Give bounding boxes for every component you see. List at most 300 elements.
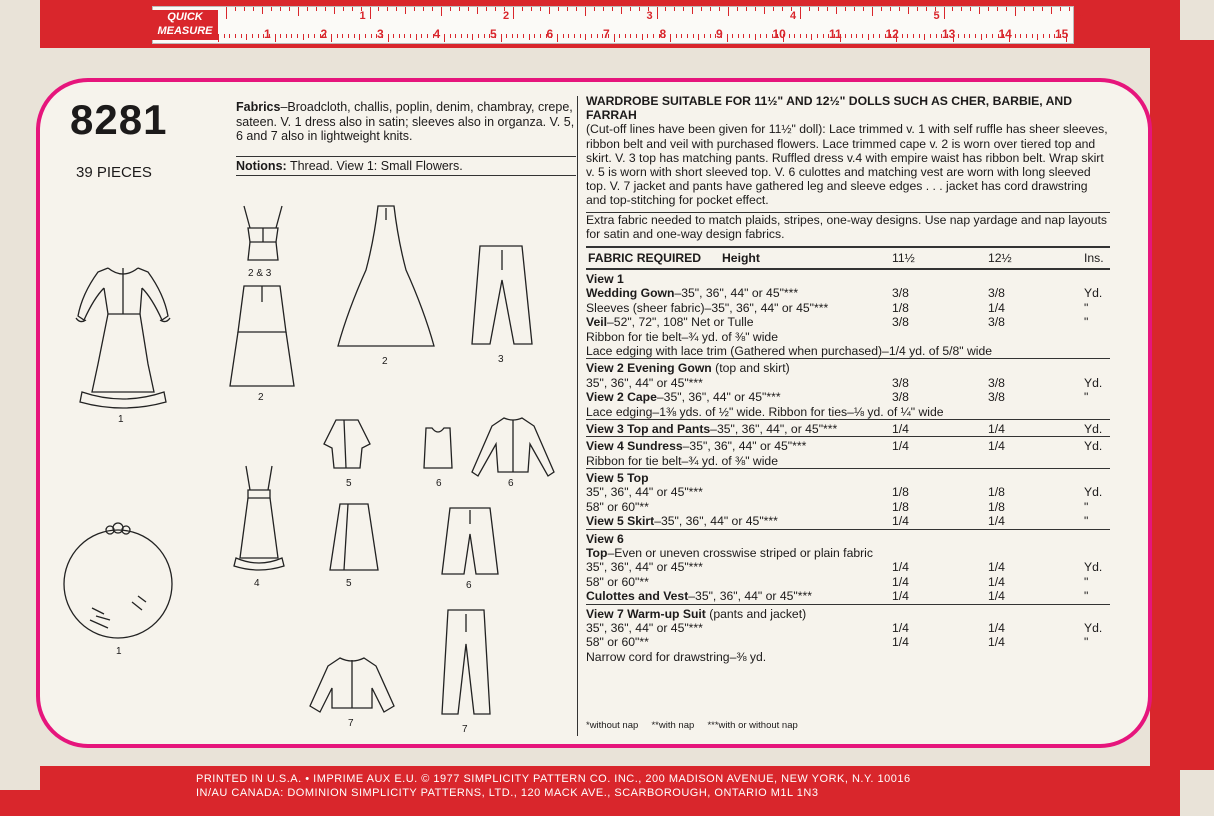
ruler-tick <box>597 34 598 38</box>
ruler-inch-tick <box>450 7 451 11</box>
cell-12: 1/4 <box>988 560 1005 575</box>
ruler-tick <box>484 34 485 38</box>
ruler-inch-tick <box>926 7 927 11</box>
ruler-inch-tick <box>280 7 281 11</box>
view5-skirt-illustration <box>326 500 382 574</box>
ruler-inch-tick <box>997 7 998 11</box>
caption-view: 6 <box>436 478 442 489</box>
view5-top-illustration <box>322 414 372 474</box>
ruler-inch-tick <box>235 7 236 11</box>
ruler-cm-number: 7 <box>603 27 610 41</box>
row-label: View 1 <box>586 272 624 286</box>
ruler-cm-number: 6 <box>546 27 554 41</box>
ruler-inch-tick <box>271 7 272 11</box>
table-row <box>586 546 1110 560</box>
row-label: 35", 36", 44" or 45"*** <box>586 620 703 635</box>
cell-unit: Yd. <box>1084 421 1103 436</box>
ruler-tick <box>681 34 682 38</box>
ruler-cm-number: 2 <box>320 27 328 41</box>
ruler-tick <box>964 34 965 38</box>
fabric-table <box>586 246 1110 664</box>
ruler-inch-tick <box>1006 7 1007 11</box>
ruler-inch-number: 5 <box>933 10 940 22</box>
ruler-inch-tick <box>432 7 433 11</box>
table-row <box>586 468 1110 485</box>
ruler-tick <box>275 34 276 42</box>
ruler-tick <box>642 34 643 40</box>
ruler-inch-tick <box>908 7 909 14</box>
view4-sundress-illustration <box>226 462 292 572</box>
ruler-tick <box>404 34 405 38</box>
ruler-tick <box>1026 34 1027 38</box>
table-row <box>586 529 1110 546</box>
cell-12: 1/4 <box>988 421 1005 436</box>
row-label: Veil <box>586 315 608 330</box>
view7-pants-illustration <box>436 604 496 724</box>
ruler-tick <box>331 34 332 42</box>
notions-body: Thread. View 1: Small Flowers. <box>289 159 463 173</box>
view3-pants-illustration <box>466 240 538 350</box>
fabric-required-header: FABRIC REQUIRED <box>588 251 702 265</box>
ruler-tick <box>670 34 671 42</box>
ruler-inch-tick <box>917 7 918 11</box>
ruler-tick <box>286 34 287 38</box>
ruler-inch-tick <box>1042 7 1043 11</box>
ruler-tick <box>647 34 648 38</box>
cell-unit: " <box>1084 574 1089 589</box>
view6-vest-illustration <box>420 424 456 474</box>
ruler-inch-tick <box>603 7 604 11</box>
ruler-inch-tick <box>630 7 631 11</box>
fabrics-text <box>236 100 576 144</box>
cell-12: 1/4 <box>988 620 1005 635</box>
ruler-tick <box>399 34 400 38</box>
ruler-inch-tick <box>226 7 227 19</box>
caption-view: 6 <box>466 580 472 591</box>
ruler-inch-tick <box>719 7 720 11</box>
ruler-inch-number: 4 <box>790 10 797 22</box>
ruler-tick <box>727 34 728 42</box>
ruler-inch-tick <box>370 7 371 19</box>
pieces-count: 39 PIECES <box>76 164 152 181</box>
row-label: View 5 Top <box>586 471 649 486</box>
ruler-tick <box>365 34 366 38</box>
ruler-inch-tick <box>576 7 577 11</box>
ruler-tick <box>359 34 360 40</box>
ruler-tick <box>902 34 903 38</box>
ruler-inch-tick <box>343 7 344 11</box>
cell-12: 3/8 <box>988 315 1005 330</box>
cell-12: 1/8 <box>988 485 1005 500</box>
cell-11: 1/4 <box>892 574 909 589</box>
ruler-tick <box>760 34 761 38</box>
row-label: 35", 36", 44" or 45"*** <box>586 485 703 500</box>
cell-11: 1/4 <box>892 589 909 604</box>
row-text: –35", 36", 44" or 45"*** <box>674 286 799 301</box>
ruler-inch-tick <box>459 7 460 11</box>
row-text: (top and skirt) <box>711 361 790 376</box>
table-row <box>586 286 1110 300</box>
fabric-table-header <box>586 246 1110 269</box>
ruler-inch-tick <box>800 7 801 19</box>
right-red-band <box>1150 40 1214 770</box>
printed-line-1: PRINTED IN U.S.A. • IMPRIME AUX E.U. © 1977 SIMPLICITY PATTERN CO. INC., 200 MADISON AVENUE, NEW YORK, N.Y. 10016 <box>196 773 911 785</box>
row-label: Top <box>586 546 608 561</box>
ruler-inch-tick <box>764 7 765 14</box>
ruler-inch-tick <box>854 7 855 11</box>
ruler-tick <box>540 34 541 38</box>
ruler-inch-tick <box>244 7 245 11</box>
row-text: –35", 36", 44" or 45"*** <box>656 390 781 405</box>
cell-12: 1/4 <box>988 574 1005 589</box>
ruler-tick <box>755 34 756 40</box>
cell-unit: Yd. <box>1084 439 1103 454</box>
ruler-tick <box>444 34 445 42</box>
wardrobe-heading: WARDROBE SUITABLE FOR 11½" AND 12½" DOLLS SUCH AS CHER, BARBIE, AND FARRAH <box>586 94 1073 123</box>
ruler-tick <box>529 34 530 40</box>
ruler-tick <box>354 34 355 38</box>
height-header: Height <box>722 251 760 265</box>
table-row <box>586 344 1110 358</box>
ruler-tick <box>388 34 389 42</box>
cell-12: 3/8 <box>988 390 1005 405</box>
ruler-tick <box>710 34 711 38</box>
ruler-tick <box>291 34 292 38</box>
ruler-inch-tick <box>477 7 478 14</box>
row-label: Ribbon for tie belt–¾ yd. of ⅜" wide <box>586 329 778 344</box>
ruler-tick <box>393 34 394 38</box>
ruler-tick <box>856 34 857 38</box>
row-text: –Even or uneven crosswise striped or plain fabric <box>607 546 873 561</box>
cell-12: 3/8 <box>988 375 1005 390</box>
row-label: Lace edging with lace trim (Gathered when purchased)–1/4 yd. of 5/8" wide <box>586 343 993 358</box>
ruler-inch-tick <box>423 7 424 11</box>
ruler-inch-tick <box>289 7 290 11</box>
caption-view: 3 <box>498 354 504 365</box>
ruler-inch-tick <box>414 7 415 11</box>
ruler-tick <box>687 34 688 38</box>
ruler-inch-tick <box>674 7 675 11</box>
unit-header: Ins. <box>1084 251 1104 265</box>
caption-view: 5 <box>346 578 352 589</box>
table-row <box>586 514 1110 528</box>
ruler-tick <box>732 34 733 38</box>
cell-unit: " <box>1084 390 1089 405</box>
ruler-inch-number: 6 <box>1077 10 1084 22</box>
cell-11: 1/8 <box>892 499 909 514</box>
caption-view: 2 <box>258 392 264 403</box>
cell-unit: " <box>1084 300 1089 315</box>
ruler-tick <box>975 34 976 38</box>
ruler-inch-tick <box>387 7 388 11</box>
ruler-inch-tick <box>863 7 864 11</box>
table-row <box>586 419 1110 436</box>
row-text: –35", 36", 44", or 45"*** <box>710 421 838 436</box>
ruler-inch-tick <box>827 7 828 11</box>
bottom-left-red-corner <box>0 790 60 816</box>
ruler-inch-tick <box>881 7 882 11</box>
ruler-tick <box>619 34 620 38</box>
ruler-cm-number: 10 <box>772 27 786 41</box>
ruler-tick <box>1049 34 1050 38</box>
footnote: *without nap **with nap ***with or without nap <box>586 720 798 731</box>
ruler-inch-tick <box>378 7 379 11</box>
ruler-tick <box>986 34 987 38</box>
ruler-inch-tick <box>952 7 953 11</box>
fabrics-body: –Broadcloth, challis, poplin, denim, chambray, crepe, sateen. V. 1 dress also in satin; sleeves also in organza. V. 5, 6 and 7 also in lightweight knits. <box>236 100 575 143</box>
view1-veil-illustration <box>62 512 176 642</box>
table-row <box>586 589 1110 603</box>
ruler-cm-number: 3 <box>377 27 384 41</box>
ruler-tick <box>868 34 869 40</box>
row-label: 58" or 60"** <box>586 574 649 589</box>
table-row <box>586 621 1110 635</box>
ruler-inch-tick <box>1069 7 1070 11</box>
wardrobe-description <box>586 94 1110 208</box>
cell-unit: Yd. <box>1084 286 1103 301</box>
ruler-tick <box>800 34 801 38</box>
ruler-tick <box>534 34 535 38</box>
printed-line-2: IN/AU CANADA: DOMINION SIMPLICITY PATTERNS, LTD., 120 MACK AVE., SCARBOROUGH, ONTARIO M1L 1N3 <box>196 787 819 799</box>
ruler-inch-tick <box>307 7 308 11</box>
ruler-inch-tick <box>701 7 702 11</box>
ruler-inch-tick <box>594 7 595 11</box>
table-row <box>586 575 1110 589</box>
ruler-cm-number: 15 <box>1055 27 1069 41</box>
row-label: View 2 Evening Gown <box>586 361 712 376</box>
ruler-inch-tick <box>890 7 891 11</box>
table-row <box>586 390 1110 404</box>
ruler-inch-tick <box>612 7 613 11</box>
ruler-tick <box>246 34 247 40</box>
caption-view: 7 <box>462 724 468 735</box>
ruler-inch-tick <box>522 7 523 11</box>
ruler-inch-tick <box>872 7 873 16</box>
ruler-cm-number: 9 <box>716 27 723 41</box>
ruler-inch-tick <box>899 7 900 11</box>
ruler-tick <box>806 34 807 38</box>
ruler-tick <box>698 34 699 40</box>
row-text: –35", 36", 44" or 45"*** <box>682 439 807 454</box>
ruler-tick <box>410 34 411 38</box>
ruler-tick <box>936 34 937 38</box>
cell-unit: " <box>1084 514 1089 529</box>
ruler-inch-tick <box>782 7 783 11</box>
ruler-tick <box>585 34 586 40</box>
row-text: –35", 36", 44" or 45"*** <box>688 589 812 604</box>
ruler-cm-number: 11 <box>829 27 842 41</box>
row-label: Narrow cord for drawstring–⅜ yd. <box>586 649 767 664</box>
ruler-tick <box>873 34 874 38</box>
ruler-inch-tick <box>755 7 756 11</box>
ruler-label: QUICK MEASURE <box>152 10 218 40</box>
ruler-tick <box>427 34 428 38</box>
cell-unit: Yd. <box>1084 620 1103 635</box>
ruler-inch-tick <box>298 7 299 16</box>
ruler-tick <box>416 34 417 40</box>
ruler-inch-tick <box>988 7 989 11</box>
ruler-inch-tick <box>253 7 254 11</box>
cell-11: 1/8 <box>892 300 909 315</box>
cell-12: 1/4 <box>988 589 1005 604</box>
notions-text <box>236 156 576 176</box>
ruler-tick <box>1020 34 1021 38</box>
cell-11: 1/8 <box>892 485 909 500</box>
ruler-tick <box>337 34 338 38</box>
caption-view: 7 <box>348 718 354 729</box>
cell-unit: " <box>1084 589 1089 604</box>
view1-wedding-gown-illustration <box>68 254 178 414</box>
ruler-tick <box>907 34 908 38</box>
ruler-tick <box>1032 34 1033 38</box>
ruler-tick <box>303 34 304 40</box>
ruler-cm-number: 5 <box>490 27 497 41</box>
ruler-tick <box>421 34 422 38</box>
ruler-inch-tick <box>262 7 263 14</box>
table-row <box>586 330 1110 344</box>
caption-view: 5 <box>346 478 352 489</box>
cell-11: 3/8 <box>892 286 909 301</box>
cell-12: 1/8 <box>988 499 1005 514</box>
row-text: –52", 72", 108" Net or Tulle <box>607 315 754 330</box>
fabrics-label: Fabrics <box>236 100 281 114</box>
table-row <box>586 315 1110 329</box>
ruler-tick <box>450 34 451 38</box>
ruler-inch-tick <box>737 7 738 11</box>
row-label: View 3 Top and Pants <box>586 421 711 436</box>
ruler-inch-tick <box>970 7 971 11</box>
ruler-inch-tick <box>396 7 397 11</box>
ruler-tick <box>467 34 468 38</box>
cell-12: 3/8 <box>988 286 1005 301</box>
ruler-tick <box>501 34 502 42</box>
cell-unit: " <box>1084 499 1089 514</box>
ruler-tick <box>241 34 242 38</box>
ruler-inch-tick <box>665 7 666 11</box>
row-text: –35", 36", 44" or 45"*** <box>654 514 778 529</box>
size-11-header: 11½ <box>892 251 915 265</box>
row-label: Sleeves (sheer fabric)–35", 36", 44" or 45"*** <box>586 300 829 315</box>
ruler-inch-tick <box>558 7 559 11</box>
row-label: Wedding Gown <box>586 286 675 301</box>
ruler-inch-tick <box>845 7 846 11</box>
cell-11: 3/8 <box>892 390 909 405</box>
ruler-tick <box>625 34 626 38</box>
row-label: View 5 Skirt <box>586 514 655 529</box>
ruler-cm-number: 1 <box>264 27 271 41</box>
ruler-tick <box>568 34 569 38</box>
ruler-cm-number: 13 <box>942 27 956 41</box>
ruler-tick <box>523 34 524 38</box>
ruler-tick <box>461 34 462 38</box>
ruler-tick <box>314 34 315 38</box>
table-row <box>586 376 1110 390</box>
ruler-tick <box>1037 34 1038 40</box>
table-row <box>586 635 1110 649</box>
ruler-inch-tick <box>1060 7 1061 11</box>
table-row <box>586 650 1110 664</box>
ruler-tick <box>862 34 863 38</box>
ruler-tick <box>371 34 372 38</box>
caption-view: 1 <box>116 646 122 657</box>
view6-culottes-illustration <box>438 504 502 578</box>
ruler-inch-tick <box>567 7 568 11</box>
ruler-cm-number: 14 <box>998 27 1012 41</box>
ruler-inch-tick <box>334 7 335 14</box>
ruler-inch-tick <box>352 7 353 11</box>
ruler-tick <box>1043 34 1044 38</box>
table-row <box>586 405 1110 419</box>
row-label: 58" or 60"** <box>586 499 649 514</box>
ruler-inch-tick <box>468 7 469 11</box>
view6-top-illustration <box>468 412 558 482</box>
ruler-tick <box>981 34 982 40</box>
cell-11: 1/4 <box>892 514 909 529</box>
wardrobe-body: (Cut-off lines have been given for 11½" doll): Lace trimmed v. 1 with self ruffle has sheer sleeves, ribbon belt and veil with purchased flowers. Lace trimmed cape v. 2 is worn over tiered top and skirt. V. 3 top has matching pants. Ruffled dress v.4 with empire waist has ribbon belt. Wrap skirt v. 5 is worn with short sleeved top. V. 6 culottes and matching vest are worn with long sleeved top. V. 7 jacket and pants have gathered leg and sleeve edges . . . jacket has cord drawstring and top-stitching for pocket effect. <box>586 122 1108 208</box>
ruler-inch-number: 3 <box>646 10 653 22</box>
ruler-tick <box>478 34 479 38</box>
ruler-tick <box>280 34 281 38</box>
ruler-tick <box>229 34 230 38</box>
ruler-tick <box>563 34 564 38</box>
view2-skirt-illustration <box>228 282 296 390</box>
cell-unit: " <box>1084 635 1089 650</box>
ruler-tick <box>506 34 507 38</box>
ruler-inch-tick <box>944 7 945 19</box>
ruler-inch-tick <box>621 7 622 14</box>
row-label: View 4 Sundress <box>586 439 683 454</box>
ruler-inch-tick <box>549 7 550 14</box>
cell-unit: Yd. <box>1084 375 1103 390</box>
row-label: Culottes and Vest <box>586 589 689 604</box>
ruler-inch-tick <box>316 7 317 11</box>
table-row <box>586 560 1110 574</box>
ruler-tick <box>472 34 473 40</box>
ruler-cm-number: 12 <box>885 27 899 41</box>
pattern-number: 8281 <box>70 96 168 143</box>
ruler-tick <box>455 34 456 38</box>
view2-cape-illustration <box>334 200 438 352</box>
row-label: 58" or 60"** <box>586 635 649 650</box>
ruler-tick <box>913 34 914 38</box>
row-label: Lace edging–1⅜ yds. of ½" wide. Ribbon for ties–⅛ yd. of ¼" wide <box>586 404 944 419</box>
view7-jacket-illustration <box>306 652 398 722</box>
ruler-tick <box>704 34 705 38</box>
ruler-inch-tick <box>1024 7 1025 11</box>
ruler-tick <box>591 34 592 38</box>
table-row <box>586 454 1110 468</box>
ruler-tick <box>811 34 812 40</box>
printed-info <box>196 772 911 800</box>
ruler-tick <box>342 34 343 38</box>
table-row <box>586 269 1110 286</box>
ruler-inch-tick <box>531 7 532 11</box>
ruler-inch-tick <box>728 7 729 16</box>
ruler-tick <box>676 34 677 38</box>
ruler-tick <box>218 34 219 42</box>
ruler-tick <box>224 34 225 38</box>
table-row <box>586 500 1110 514</box>
ruler-tick <box>845 34 846 38</box>
cell-11: 1/4 <box>892 620 909 635</box>
row-label: Ribbon for tie belt–¾ yd. of ⅜" wide <box>586 453 778 468</box>
ruler-tick <box>653 34 654 38</box>
row-label: View 7 Warm-up Suit <box>586 606 706 621</box>
ruler-tick <box>693 34 694 38</box>
cell-11: 1/4 <box>892 439 909 454</box>
caption-view: 6 <box>508 478 514 489</box>
ruler-tick <box>630 34 631 38</box>
